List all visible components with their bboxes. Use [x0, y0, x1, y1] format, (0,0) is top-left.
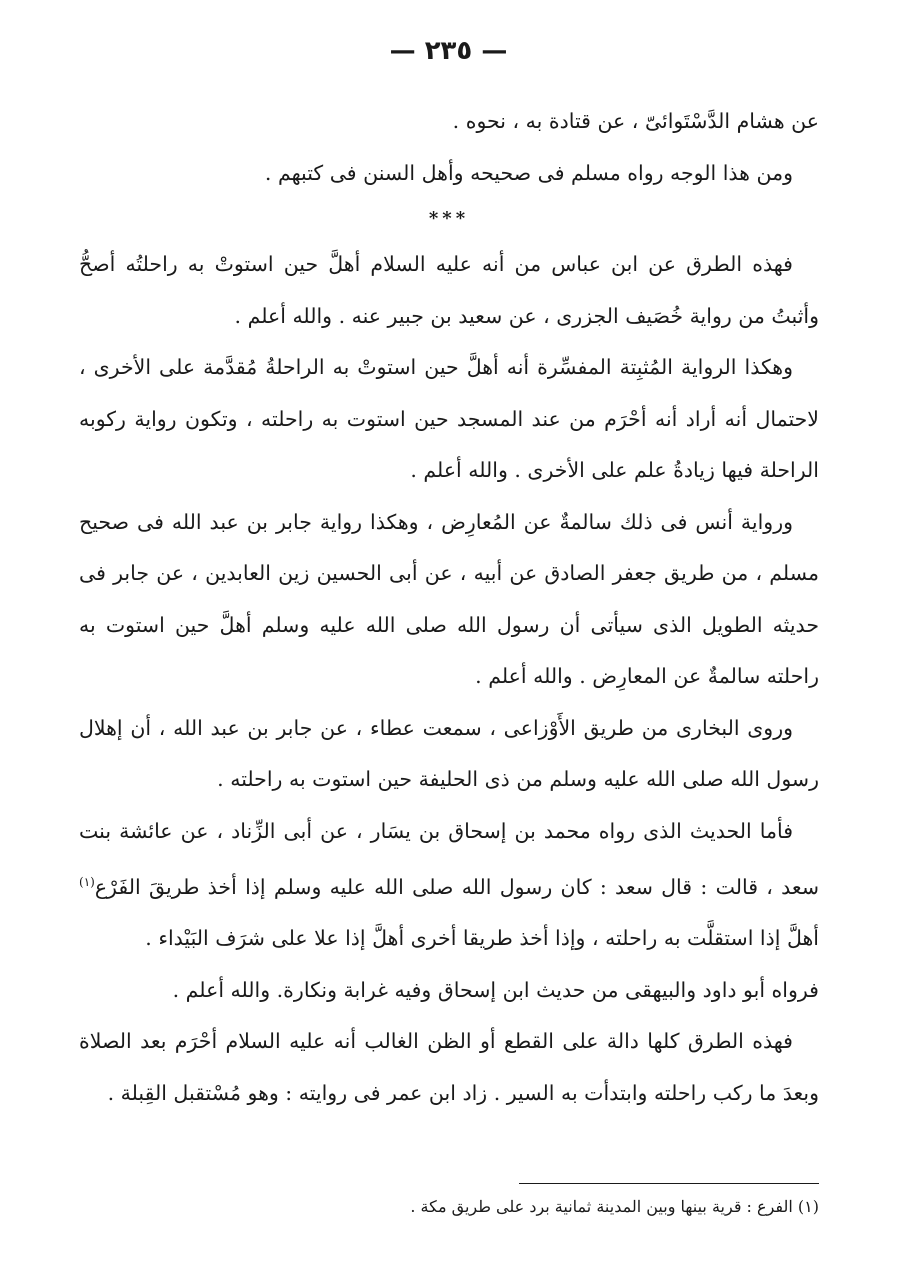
footnote-divider — [519, 1183, 819, 1184]
main-text — [79, 96, 819, 1119]
paragraph: وهكذا الرواية المُثبِتة المفسِّرة أنه أهلَّ حين استوتْ به الراحلةُ مُقدَّمة على الأخرى ، لاحتمال أنه أراد أنه أحْرَم من عند المسجد حين استوت به راحلته ، وتكون رواية ركوبه الراحلة فيها زيادةُ علم على الأخرى . والله أعلم . — [79, 355, 819, 482]
paragraph: فهذه الطرق كلها دالة على القطع أو الظن الغالب أنه عليه السلام أحْرَم بعد الصلاة وبعدَ ما ركب راحلته وابتدأت به السير . زاد ابن عمر فى روايته : وهو مُسْتقبل القِبلة . — [79, 1029, 819, 1105]
paragraph: فرواه أبو داود والبيهقى من حديث ابن إسحاق وفيه غرابة ونكارة. والله أعلم . — [172, 977, 819, 1002]
paragraph-text: فأما الحديث الذى رواه محمد بن إسحاق بن يسَار ، عن أبى الزِّناد ، عن عائشة بنت سعد ، قالت : قال سعد : كان رسول الله صلى الله عليه وسلم إذا أخذ طريقَ الفَرْع — [79, 818, 819, 899]
paragraph: عن هشام الدَّسْتَوائىّ ، عن قتادة به ، نحوه . — [452, 109, 819, 133]
paragraph: ومن هذا الوجه رواه مسلم فى صحيحه وأهل السنن فى كتبهم . — [264, 160, 793, 185]
footnote: (١) الفرع : قرية بينها وبين المدينة ثمانية برد على طريق مكة . — [410, 1197, 819, 1216]
paragraph: وروى البخارى من طريق الأَوْزاعى ، سمعت عطاء ، عن جابر بن عبد الله ، أن إهلال رسول الله صلى الله عليه وسلم من ذى الحليفة حين استوت به راحلته . — [79, 715, 819, 791]
page-number: — ٢٣٥ — — [389, 36, 508, 66]
paragraph: ورواية أنس فى ذلك سالمةٌ عن المُعارِض ، وهكذا رواية جابر بن عبد الله فى صحيح مسلم ، من طريق جعفر الصادق عن أبيه ، عن أبى الحسين زين العابدين ، عن جابر فى حديثه الطويل الذى سيأتى أن رسول الله صلى الله عليه وسلم أهلَّ حين استوت به راحلته سالمةٌ عن المعارِض . والله أعلم . — [79, 509, 819, 688]
paragraph-with-footnote-ref — [79, 806, 819, 965]
section-separator: *** — [428, 208, 470, 229]
paragraph-text-continued: أهلَّ إذا استقلَّت به راحلته ، وإذا أخذ طريقا أخرى أهلَّ إذا علا على شرَف البَيْداء . — [145, 926, 819, 951]
paragraph: فهذه الطرق عن ابن عباس من أنه عليه السلام أهلَّ حين استوتْ به راحلتُه أصحُّ وأثبتُ من رواية خُصَيف الجزرى ، عن سعيد بن جبير عنه . والله أعلم . — [79, 252, 819, 328]
footnote-reference: (١) — [79, 875, 95, 889]
